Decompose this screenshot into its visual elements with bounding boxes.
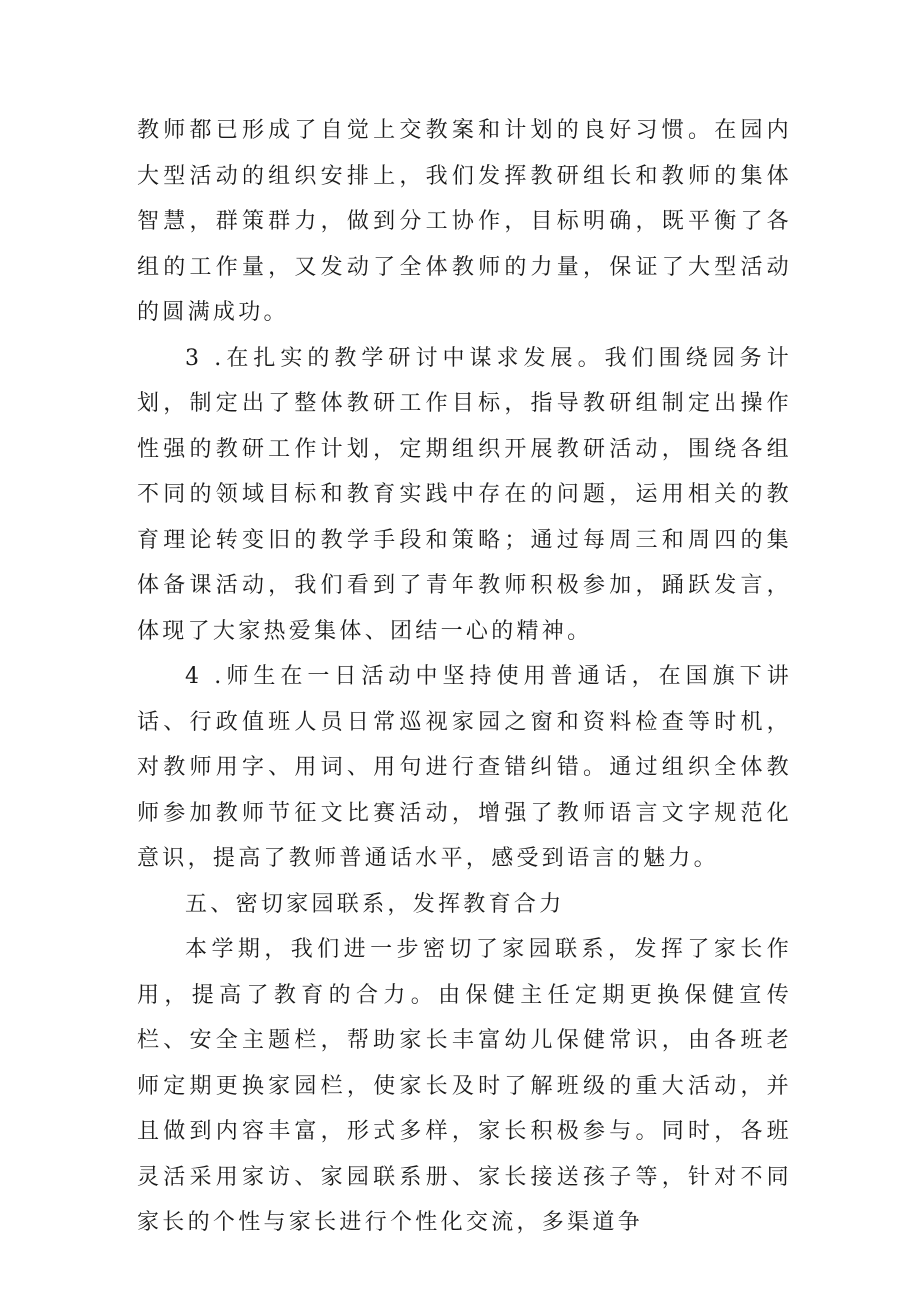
paragraph-continuation: 教师都已形成了自觉上交教案和计划的良好习惯。在园内大型活动的组织安排上，我们发挥教研组长和教师的集体智慧，群策群力，做到分工协作，目标明确，既平衡了各组的工作量，又发动了全体教师的力量，保证了大型活动的圆满成功。 [137, 118, 792, 325]
paragraph-section-5-body: 本学期，我们进一步密切了家园联系，发挥了家长作用，提高了教育的合力。由保健主任定期更换保健宣传栏、安全主题栏，帮助家长丰富幼儿保健常识，由各班老师定期更换家园栏，使家长及时了解班级的重大活动，并且做到内容丰富，形式多样，家长积极参与。同时，各班灵活采用家访、家园联系册、家长接送孩子等，针对不同家长的个性与家长进行个性化交流，多渠道争 [137, 937, 792, 1235]
paragraph-item-3: 3 .在扎实的教学研讨中谋求发展。我们围绕园务计划，制定出了整体教研工作目标，指导教研组制定出操作性强的教研工作计划，定期组织开展教研活动，围绕各组不同的领域目标和教育实践中存在的问题，运用相关的教育理论转变旧的教学手段和策略；通过每周三和周四的集体备课活动，我们看到了青年教师积极参加，踊跃发言，体现了大家热爱集体、团结一心的精神。 [137, 345, 792, 644]
section-heading-5: 五、密切家园联系，发挥教育合力 [185, 891, 565, 917]
paragraph-item-4: 4 .师生在一日活动中坚持使用普通话，在国旗下讲话、行政值班人员日常巡视家园之窗和资料检查等时机，对教师用字、用词、用句进行查错纠错。通过组织全体教师参加教师节征文比赛活动，增强了教师语言文字规范化意识，提高了教师普通话水平，感受到语言的魅力。 [137, 664, 792, 871]
